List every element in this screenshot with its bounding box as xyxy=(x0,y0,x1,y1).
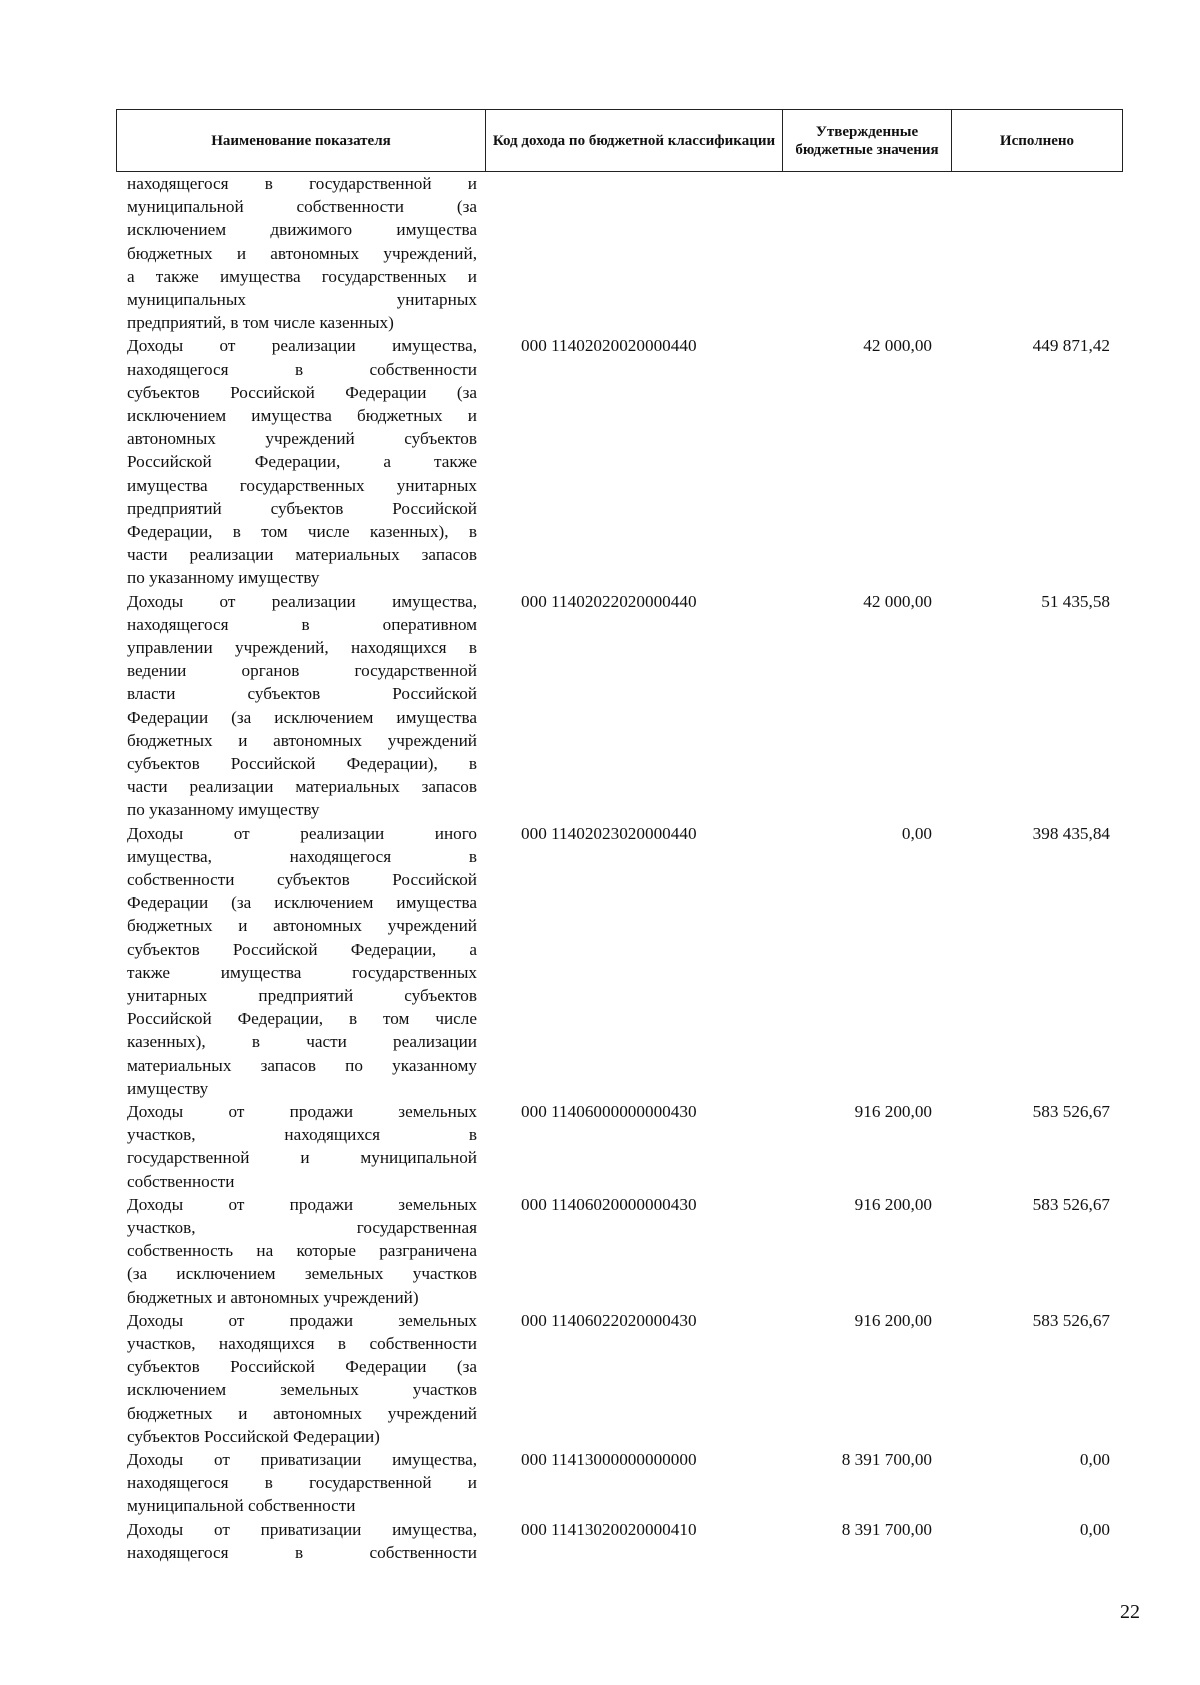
indicator-name-line: субъектов Российской Федерации (за xyxy=(127,382,477,402)
executed-value: 0,00 xyxy=(1079,1450,1110,1469)
indicator-name-line: унитарных предприятий субъектов xyxy=(127,986,477,1006)
indicator-name-line: имущества государственных унитарных xyxy=(127,475,477,495)
indicator-name-line: части реализации материальных запасов xyxy=(127,545,477,565)
indicator-name-line: исключением движимого имущества xyxy=(127,220,477,240)
indicator-name-line: участков, находящихся в собственности xyxy=(127,1334,477,1353)
executed-value: 583 526,67 xyxy=(1032,1310,1110,1330)
indicator-name-line: также имущества государственных xyxy=(127,962,477,982)
indicator-name-line: бюджетных и автономных учреждений, xyxy=(127,243,477,263)
indicator-name xyxy=(127,1518,477,1564)
indicator-name-line: казенных), в части реализации xyxy=(127,1032,477,1052)
approved-value: 8 391 700,00 xyxy=(841,1519,932,1539)
indicator-name-line: муниципальной собственности xyxy=(127,1496,356,1516)
indicator-name xyxy=(127,1309,477,1448)
indicator-name-line: Доходы от реализации иного xyxy=(127,823,477,843)
indicator-name-line: материальных запасов по указанному xyxy=(127,1055,477,1075)
indicator-name-line: находящегося в государственной и xyxy=(127,174,477,193)
indicator-name-line: Доходы от продажи земельных xyxy=(127,1310,477,1330)
indicator-name-line: управлении учреждений, находящихся в xyxy=(127,638,477,657)
indicator-name-line: субъектов Российской Федерации), в xyxy=(127,754,477,774)
indicator-name-line: бюджетных и автономных учреждений) xyxy=(127,1287,419,1307)
indicator-name-line: части реализации материальных запасов xyxy=(127,777,477,797)
indicator-name-line: имуществу xyxy=(127,1078,209,1098)
indicator-name-line: участков, государственная xyxy=(127,1218,477,1237)
indicator-name-line: Российской Федерации, в том числе xyxy=(127,1009,477,1029)
indicator-name xyxy=(127,172,477,334)
indicator-name-line: Доходы от продажи земельных xyxy=(127,1194,477,1214)
indicator-name-line: находящегося в оперативном xyxy=(127,614,477,634)
indicator-name xyxy=(127,590,477,822)
indicator-name-line: исключением земельных участков xyxy=(127,1380,477,1400)
budget-code: 000 11406020000000430 xyxy=(521,1194,697,1214)
approved-value: 8 391 700,00 xyxy=(841,1450,932,1469)
indicator-name-line: Доходы от приватизации имущества, xyxy=(127,1519,477,1539)
indicator-name-line: субъектов Российской Федерации, а xyxy=(127,939,477,959)
indicator-name xyxy=(127,822,477,1100)
indicator-name-line: имущества, находящегося в xyxy=(127,846,477,866)
indicator-name-line: собственности xyxy=(127,1171,235,1191)
indicator-name-line: Доходы от реализации имущества, xyxy=(127,591,477,611)
indicator-name-line: государственной и муниципальной xyxy=(127,1148,477,1168)
indicator-name-line: Доходы от продажи земельных xyxy=(127,1102,477,1121)
indicator-name-line: собственности субъектов Российской xyxy=(127,870,477,889)
indicator-name-line: Федерации (за исключением имущества xyxy=(127,707,477,727)
indicator-name-line: Доходы от приватизации имущества, xyxy=(127,1450,477,1469)
executed-value: 583 526,67 xyxy=(1032,1102,1110,1121)
header-plan: Утвержденные бюджетные значения xyxy=(783,110,952,172)
approved-value: 916 200,00 xyxy=(854,1310,932,1330)
executed-value: 449 871,42 xyxy=(1032,336,1110,356)
budget-code: 000 11413000000000000 xyxy=(521,1450,697,1469)
indicator-name-line: бюджетных и автономных учреждений xyxy=(127,730,477,750)
approved-value: 916 200,00 xyxy=(854,1194,932,1214)
table-header xyxy=(116,109,1123,172)
budget-code: 000 11406022020000430 xyxy=(521,1310,697,1330)
budget-code: 000 11406000000000430 xyxy=(521,1102,697,1121)
indicator-name-line: собственность на которые разграничена xyxy=(127,1241,477,1261)
budget-code: 000 11402023020000440 xyxy=(521,823,697,843)
budget-code: 000 11413020020000410 xyxy=(521,1519,697,1539)
indicator-name-line: предприятий, в том числе казенных) xyxy=(127,313,394,333)
budget-code: 000 11402020020000440 xyxy=(521,336,697,356)
indicator-name-line: бюджетных и автономных учреждений xyxy=(127,916,477,936)
approved-value: 42 000,00 xyxy=(863,336,932,356)
indicator-name xyxy=(127,334,477,589)
indicator-name-line: находящегося в государственной и xyxy=(127,1473,477,1493)
indicator-name-line: субъектов Российской Федерации (за xyxy=(127,1357,477,1377)
header-name: Наименование показателя xyxy=(117,110,486,172)
indicator-name-line: а также имущества государственных и xyxy=(127,266,477,286)
approved-value: 0,00 xyxy=(901,823,932,843)
header-exec: Исполнено xyxy=(952,110,1123,172)
indicator-name-line: Российской Федерации, а также xyxy=(127,452,477,472)
indicator-name-line: ведении органов государственной xyxy=(127,661,477,681)
indicator-name-line: участков, находящихся в xyxy=(127,1125,477,1145)
executed-value: 583 526,67 xyxy=(1032,1194,1110,1214)
indicator-name xyxy=(127,1100,477,1193)
indicator-name xyxy=(127,1193,477,1309)
indicator-name-line: муниципальных унитарных xyxy=(127,290,477,310)
indicator-name-line: по указанному имуществу xyxy=(127,800,320,820)
header-code: Код дохода по бюджетной классификации xyxy=(486,110,783,172)
approved-value: 916 200,00 xyxy=(854,1102,932,1121)
executed-value: 51 435,58 xyxy=(1041,591,1110,611)
indicator-name-line: автономных учреждений субъектов xyxy=(127,429,477,449)
indicator-name-line: Федерации (за исключением имущества xyxy=(127,893,477,913)
page-number: 22 xyxy=(1120,1601,1140,1623)
indicator-name-line: субъектов Российской Федерации) xyxy=(127,1426,380,1446)
indicator-name-line: Федерации, в том числе казенных), в xyxy=(127,522,477,542)
indicator-name-line: Доходы от реализации имущества, xyxy=(127,336,477,356)
approved-value: 42 000,00 xyxy=(863,591,932,611)
executed-value: 398 435,84 xyxy=(1032,823,1110,843)
indicator-name-line: находящегося в собственности xyxy=(127,359,477,379)
budget-code: 000 11402022020000440 xyxy=(521,591,697,611)
indicator-name-line: предприятий субъектов Российской xyxy=(127,498,477,518)
indicator-name-line: находящегося в собственности xyxy=(127,1542,477,1562)
indicator-name-line: исключением имущества бюджетных и xyxy=(127,406,477,425)
executed-value: 0,00 xyxy=(1079,1519,1110,1539)
indicator-name-line: по указанному имуществу xyxy=(127,568,320,588)
indicator-name-line: муниципальной собственности (за xyxy=(127,197,477,217)
indicator-name-line: власти субъектов Российской xyxy=(127,684,477,704)
indicator-name-line: бюджетных и автономных учреждений xyxy=(127,1403,477,1423)
indicator-name-line: (за исключением земельных участков xyxy=(127,1264,477,1284)
indicator-name xyxy=(127,1448,477,1518)
